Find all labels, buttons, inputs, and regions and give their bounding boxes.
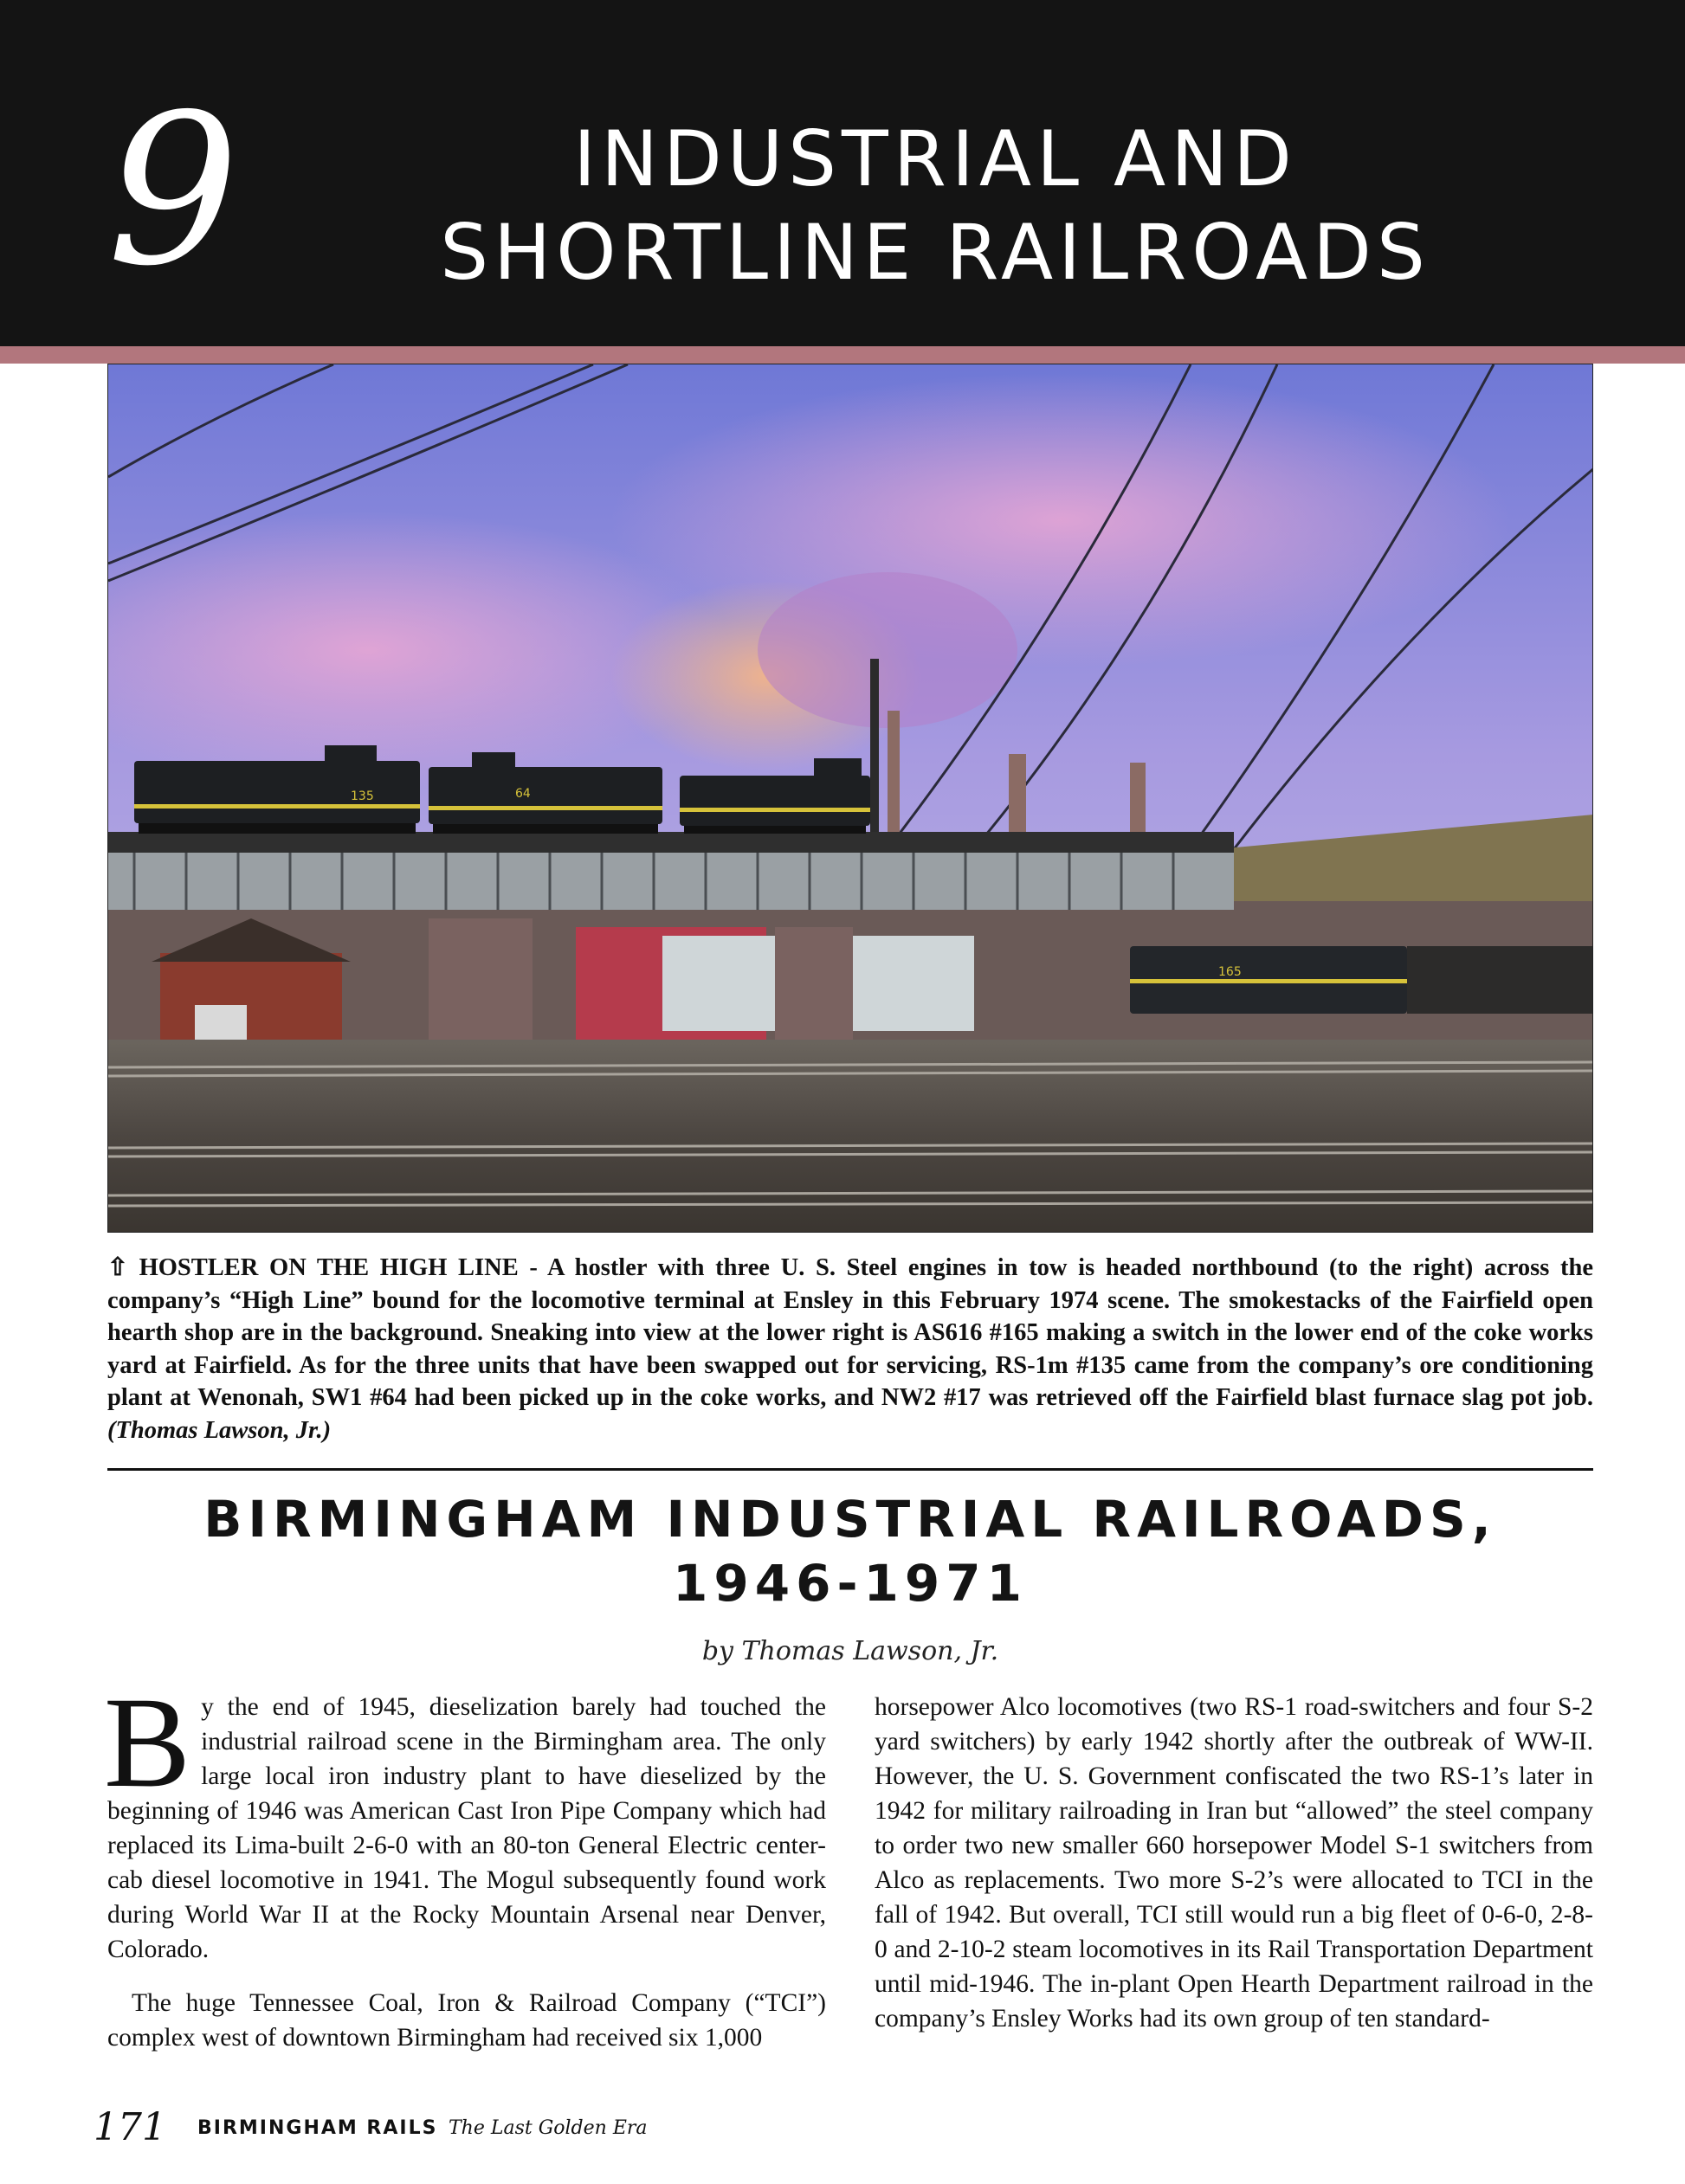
purple-smoke — [758, 572, 1017, 728]
book-subtitle: The Last Golden Era — [449, 2117, 648, 2139]
article-title-line-2: 1946-1971 — [673, 1554, 1028, 1613]
locomotive-165 — [1130, 946, 1593, 1014]
book-title: BIRMINGHAM RAILS — [197, 2117, 438, 2139]
page-footer — [94, 2102, 959, 2154]
banner-accent-stripe — [0, 346, 1685, 364]
chapter-banner — [0, 0, 1685, 346]
bridge-deck — [108, 832, 1234, 853]
caption-text: HOSTLER ON THE HIGH LINE - A hostler with three U. S. Steel engines in tow is headed northbound (to the right) across the company’s “High Line” bound for the locomotive terminal at Ensley in this February 1974 scene. The smokestacks of the Fairfield open hearth shop are in the background. Sneaking into view at the lower right is AS616 #165 making a switch in the lower end of the coke works yard at Fairfield. As for the three units that have been swapped out for servicing, RS-1m #135 came from the company’s ore conditioning plant at Wenonah, SW1 #64 had been picked up in the coke works, and NW2 #17 was retrieved off the Fairfield blast furnace slag pot job. — [107, 1254, 1593, 1411]
drop-cap: B — [104, 1671, 191, 1814]
chapter-number: 9 — [107, 69, 240, 312]
paragraph-text: y the end of 1945, dieselization barely had touched the industrial railroad scene in the Birmingham area. The only large local iron industry plant to have dieselized by the beginning of 1946 was American Cast Iron Pipe Company which had replaced its Lima-built 2-6-0 with an 80-ton General Electric center-cab diesel locomotive in 1941. The Mogul subsequently found work during World War II at the Rocky Mountain Arsenal near Denver, Colorado. — [107, 1693, 826, 1963]
photo-caption — [107, 1252, 1593, 1446]
chapter-title-line-2: SHORTLINE RAILROADS — [440, 208, 1430, 297]
photo-credit: (Thomas Lawson, Jr.) — [107, 1416, 332, 1444]
loco-number-165: 165 — [1218, 965, 1242, 979]
up-arrow-icon: ⇧ — [107, 1254, 128, 1281]
byline: by Thomas Lawson, Jr. — [701, 1636, 999, 1666]
article-title — [107, 1487, 1593, 1615]
bridge-girder — [108, 853, 1234, 910]
loco-number-135: 135 — [351, 789, 374, 803]
paragraph: horsepower Alco locomotives (two RS-1 road-switchers and four S-2 yard switchers) by early 1942 shortly after the outbreak of WW-II. However, the U. S. Government confiscated the two RS-1’s later in 1942 for military railroading in Iran but “allowed” the steel company to order two new smaller 660 horsepower Model S-1 switchers from Alco as replacements. Two more S-2’s were allocated to TCI in the fall of 1942. But overall, TCI still would run a big fleet of 0-6-0, 2-8-0 and 2-10-2 steam locomotives in its Rail Transportation Department until mid-1946. The in-plant Open Hearth Department railroad in the company’s Ensley Works had its own group of ten standard- — [875, 1693, 1593, 2033]
article-column-left — [104, 1671, 826, 2055]
paragraph — [104, 1671, 826, 1967]
paragraph: The huge Tennessee Coal, Iron & Railroad Company (“TCI”) complex west of downtown Birmingham had received six 1,000 — [107, 1989, 826, 2052]
article-title-line-1: BIRMINGHAM INDUSTRIAL RAILROADS, — [203, 1490, 1497, 1549]
chapter-title — [312, 113, 1559, 300]
chapter-title-line-1: INDUSTRIAL AND — [573, 114, 1297, 203]
girder-stiffeners — [134, 853, 1173, 910]
loco-number-64: 64 — [515, 787, 531, 801]
railroad-photo — [107, 364, 1593, 1233]
page-number: 171 — [94, 2105, 166, 2149]
article-column-right — [875, 1690, 1593, 2036]
photo-illustration — [108, 364, 1593, 1233]
section-divider — [107, 1468, 1593, 1471]
